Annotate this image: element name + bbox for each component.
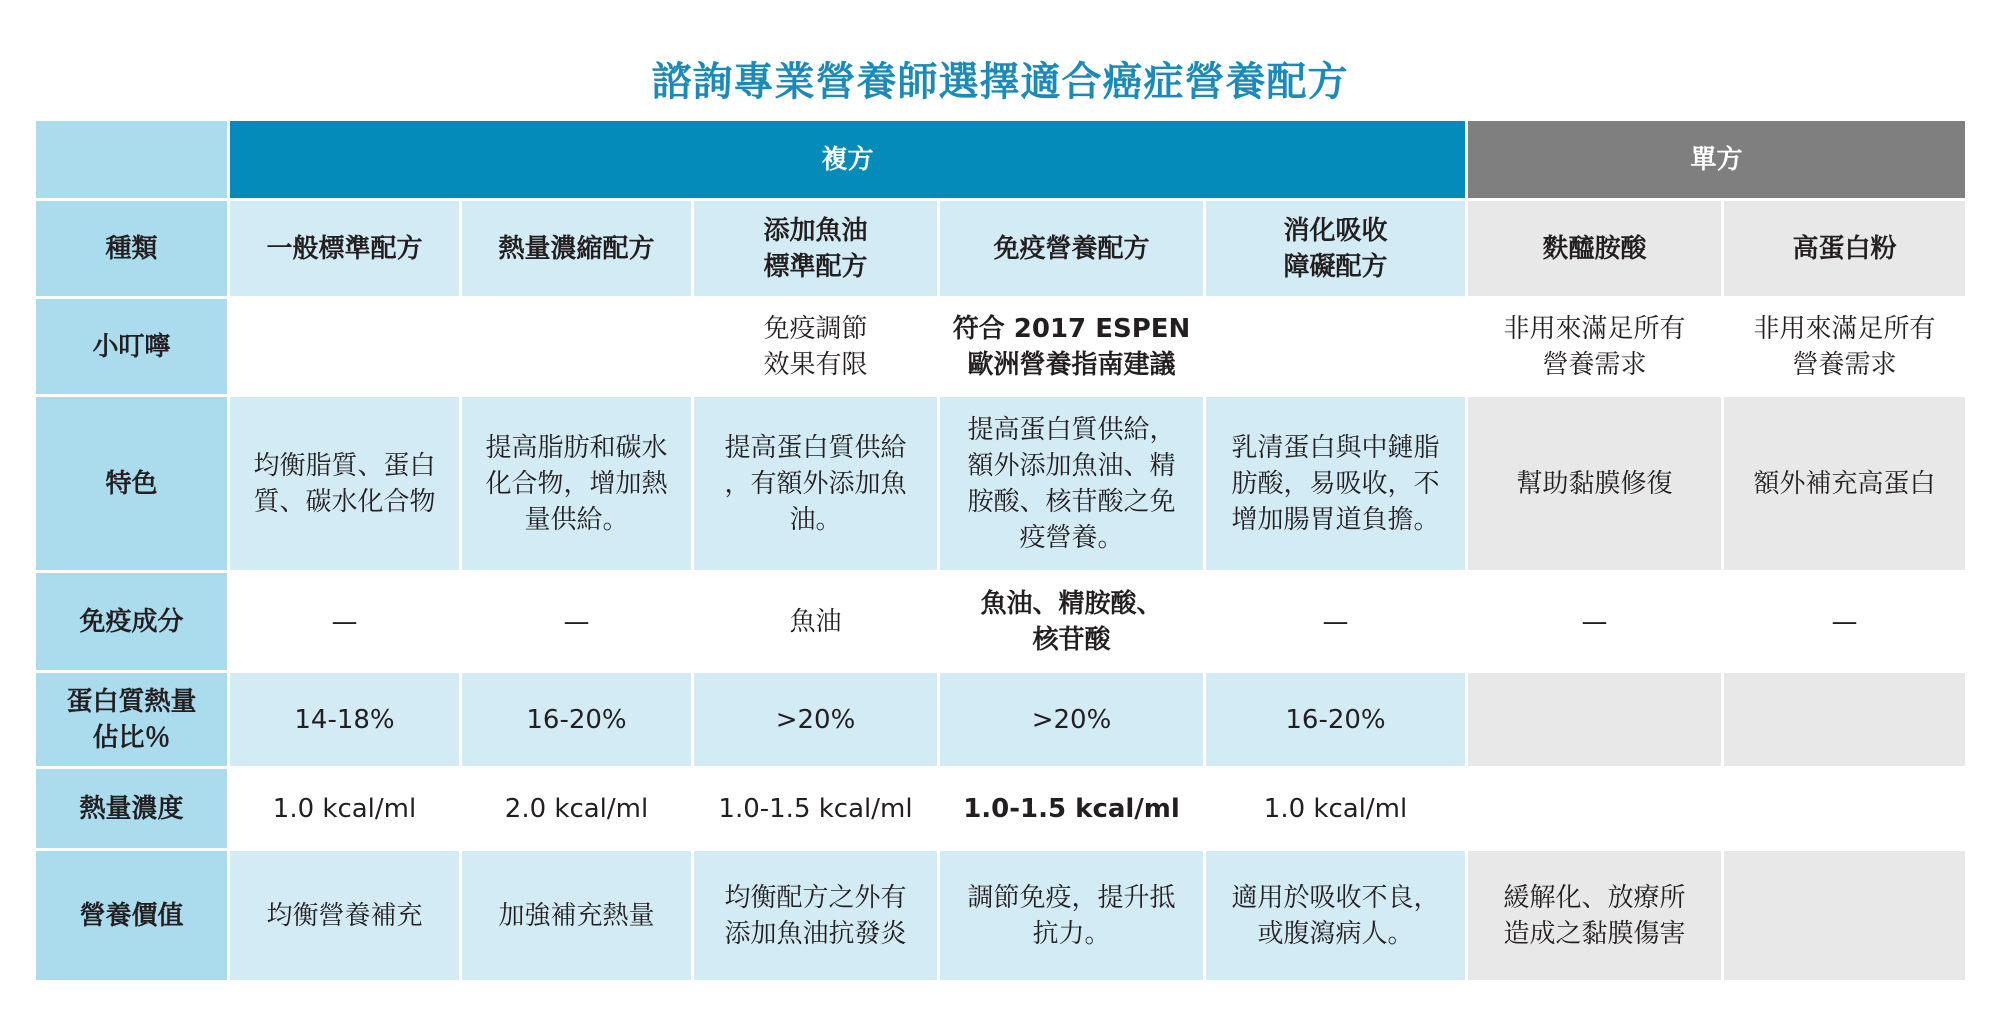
protein-cell: 14-18% (229, 672, 461, 768)
immune-cell: — (1205, 572, 1467, 672)
row-label-value: 營養價值 (35, 850, 229, 982)
row-label-immune: 免疫成分 (35, 572, 229, 672)
density-cell: 1.0 kcal/ml (1205, 768, 1467, 850)
corner-cell (35, 120, 229, 200)
tip-cell (461, 298, 693, 396)
type-cell: 高蛋白粉 (1723, 200, 1967, 298)
value-cell (1723, 850, 1967, 982)
protein-label-line1: 蛋白質熱量 (66, 686, 197, 717)
protein-label-line2: 佔比％ (92, 722, 171, 753)
row-label-feature: 特色 (35, 396, 229, 572)
value-cell: 均衡配方之外有 添加魚油抗發炎 (693, 850, 939, 982)
tip-cell: 非用來滿足所有 營養需求 (1723, 298, 1967, 396)
protein-cell: 16-20% (461, 672, 693, 768)
type-cell: 免疫營養配方 (939, 200, 1205, 298)
feature-row (35, 396, 1967, 572)
group-header-row (35, 120, 1967, 200)
tip-row (35, 298, 1967, 396)
value-cell: 適用於吸收不良， 或腹瀉病人。 (1205, 850, 1467, 982)
feature-cell: 提高脂肪和碳水 化合物，增加熱 量供給。 (461, 396, 693, 572)
immune-cell: — (229, 572, 461, 672)
tip-cell: 免疫調節 效果有限 (693, 298, 939, 396)
feature-cell: 額外補充高蛋白 (1723, 396, 1967, 572)
immune-cell: — (1467, 572, 1723, 672)
feature-cell: 幫助黏膜修復 (1467, 396, 1723, 572)
row-label-protein (35, 672, 229, 768)
type-cell: 麩醯胺酸 (1467, 200, 1723, 298)
protein-cell: >20% (693, 672, 939, 768)
row-label-type: 種類 (35, 200, 229, 298)
tip-cell: 符合 2017 ESPEN 歐洲營養指南建議 (939, 298, 1205, 396)
immune-cell: 魚油 (693, 572, 939, 672)
single-group-header: 單方 (1467, 120, 1967, 200)
immune-cell: — (1723, 572, 1967, 672)
value-cell: 加強補充熱量 (461, 850, 693, 982)
feature-cell: 乳清蛋白與中鏈脂 肪酸，易吸收，不 增加腸胃道負擔。 (1205, 396, 1467, 572)
density-cell (1723, 768, 1967, 850)
type-cell: 添加魚油 標準配方 (693, 200, 939, 298)
immune-row (35, 572, 1967, 672)
immune-cell: 魚油、精胺酸、 核苷酸 (939, 572, 1205, 672)
density-cell: 1.0 kcal/ml (229, 768, 461, 850)
protein-cell: >20% (939, 672, 1205, 768)
page-title: 諮詢專業營養師選擇適合癌症營養配方 (651, 59, 1349, 105)
density-row (35, 768, 1967, 850)
density-cell: 1.0-1.5 kcal/ml (693, 768, 939, 850)
nutrition-formula-table (33, 118, 1968, 983)
type-cell: 一般標準配方 (229, 200, 461, 298)
protein-cell (1723, 672, 1967, 768)
protein-cell: 16-20% (1205, 672, 1467, 768)
type-cell: 消化吸收 障礙配方 (1205, 200, 1467, 298)
value-cell: 調節免疫，提升抵 抗力。 (939, 850, 1205, 982)
type-cell: 熱量濃縮配方 (461, 200, 693, 298)
density-cell: 1.0-1.5 kcal/ml (939, 768, 1205, 850)
value-cell: 均衡營養補充 (229, 850, 461, 982)
feature-cell: 均衡脂質、蛋白 質、碳水化合物 (229, 396, 461, 572)
density-cell (1467, 768, 1723, 850)
value-row (35, 850, 1967, 982)
value-cell: 緩解化、放療所 造成之黏膜傷害 (1467, 850, 1723, 982)
row-label-tip: 小叮嚀 (35, 298, 229, 396)
feature-cell: 提高蛋白質供給 ，有額外添加魚 油。 (693, 396, 939, 572)
tip-cell: 非用來滿足所有 營養需求 (1467, 298, 1723, 396)
tip-cell (1205, 298, 1467, 396)
protein-row (35, 672, 1967, 768)
immune-cell: — (461, 572, 693, 672)
row-label-density: 熱量濃度 (35, 768, 229, 850)
tip-cell (229, 298, 461, 396)
type-row (35, 200, 1967, 298)
density-cell: 2.0 kcal/ml (461, 768, 693, 850)
compound-group-header: 複方 (229, 120, 1467, 200)
protein-cell (1467, 672, 1723, 768)
feature-cell: 提高蛋白質供給， 額外添加魚油、精 胺酸、核苷酸之免 疫營養。 (939, 396, 1205, 572)
